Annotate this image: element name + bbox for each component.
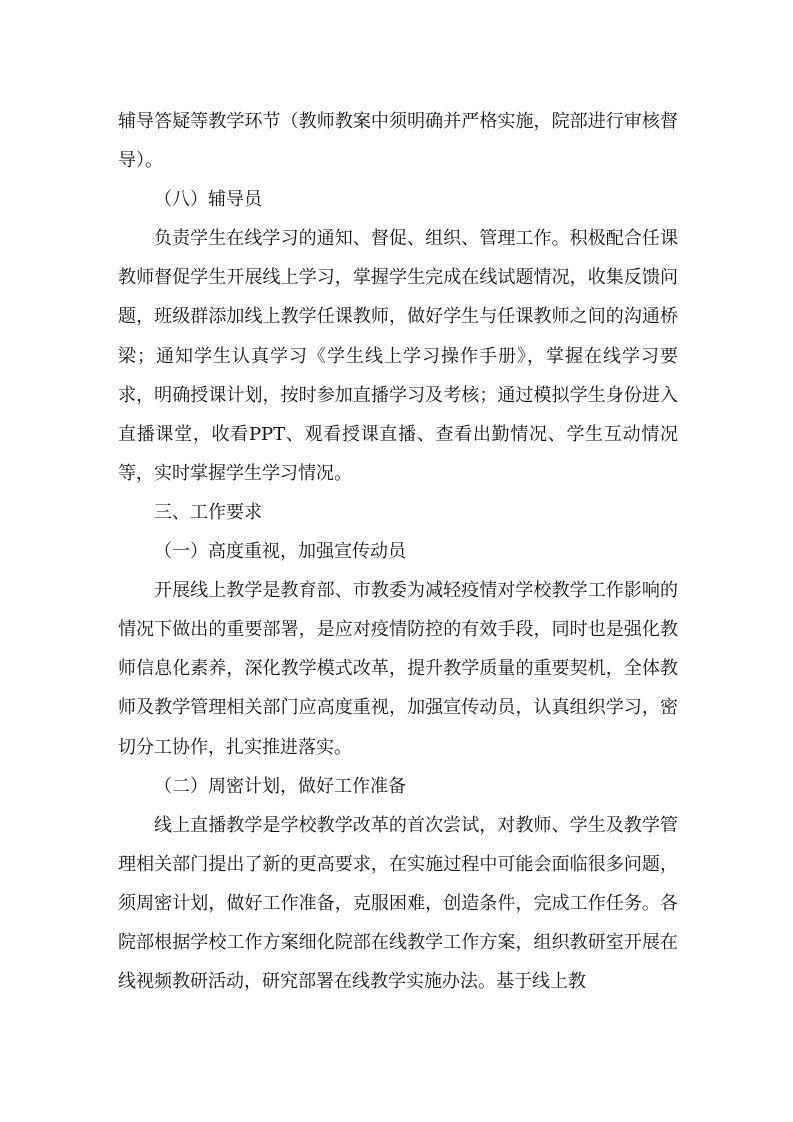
heading-careful-planning: （二）周密计划，做好工作准备 — [154, 775, 406, 797]
paragraph-attach-importance: 开展线上教学是教育部、市教委为减轻疫情对学校教学工作影响的情况下做出的重要部署，是应对疫情防控的有效手段，同时也是强化教师信息化素养，深化教学模式改革，提升教学质量的重要契机，全体教师及教学管理相关部门应高度重视，加强宣传动员，认真组织学习，密切分工协作，扎实推进落实。 — [118, 580, 678, 758]
paragraph-counselor-duties: 负责学生在线学习的通知、督促、组织、管理工作。积极配合任课教师督促学生开展线上学习，掌握学生完成在线试题情况，收集反馈问题，班级群添加线上教学任课教师，做好学生与任课教师之间的沟通桥梁；通知学生认真学习《学生线上学习操作手册》，掌握在线学习要求，明确授课计划，按时参加直播学习及考核；通过模拟学生身份进入直播课堂，收看PPT、观看授课直播、查看出勤情况、学生互动情况等，实时掌握学生学习情况。 — [118, 228, 678, 484]
heading-counselor: （八）辅导员 — [154, 189, 262, 211]
paragraph-continuation: 辅导答疑等教学环节（教师教案中须明确并严格实施，院部进行审核督导）。 — [118, 111, 678, 172]
paragraph-careful-planning: 线上直播教学是学校教学改革的首次尝试，对教师、学生及教学管理相关部门提出了新的更高要求，在实施过程中可能会面临很多问题，须周密计划，做好工作准备，克服困难，创造条件，完成工作任务。各院部根据学校工作方案细化院部在线教学工作方案，组织教研室开展在线视频教研活动，研究部署在线教学实施办法。基于线上教 — [118, 814, 678, 993]
heading-work-requirements: 三、工作要求 — [154, 501, 262, 523]
heading-attach-importance: （一）高度重视，加强宣传动员 — [154, 541, 406, 563]
document-body — [118, 102, 678, 1001]
